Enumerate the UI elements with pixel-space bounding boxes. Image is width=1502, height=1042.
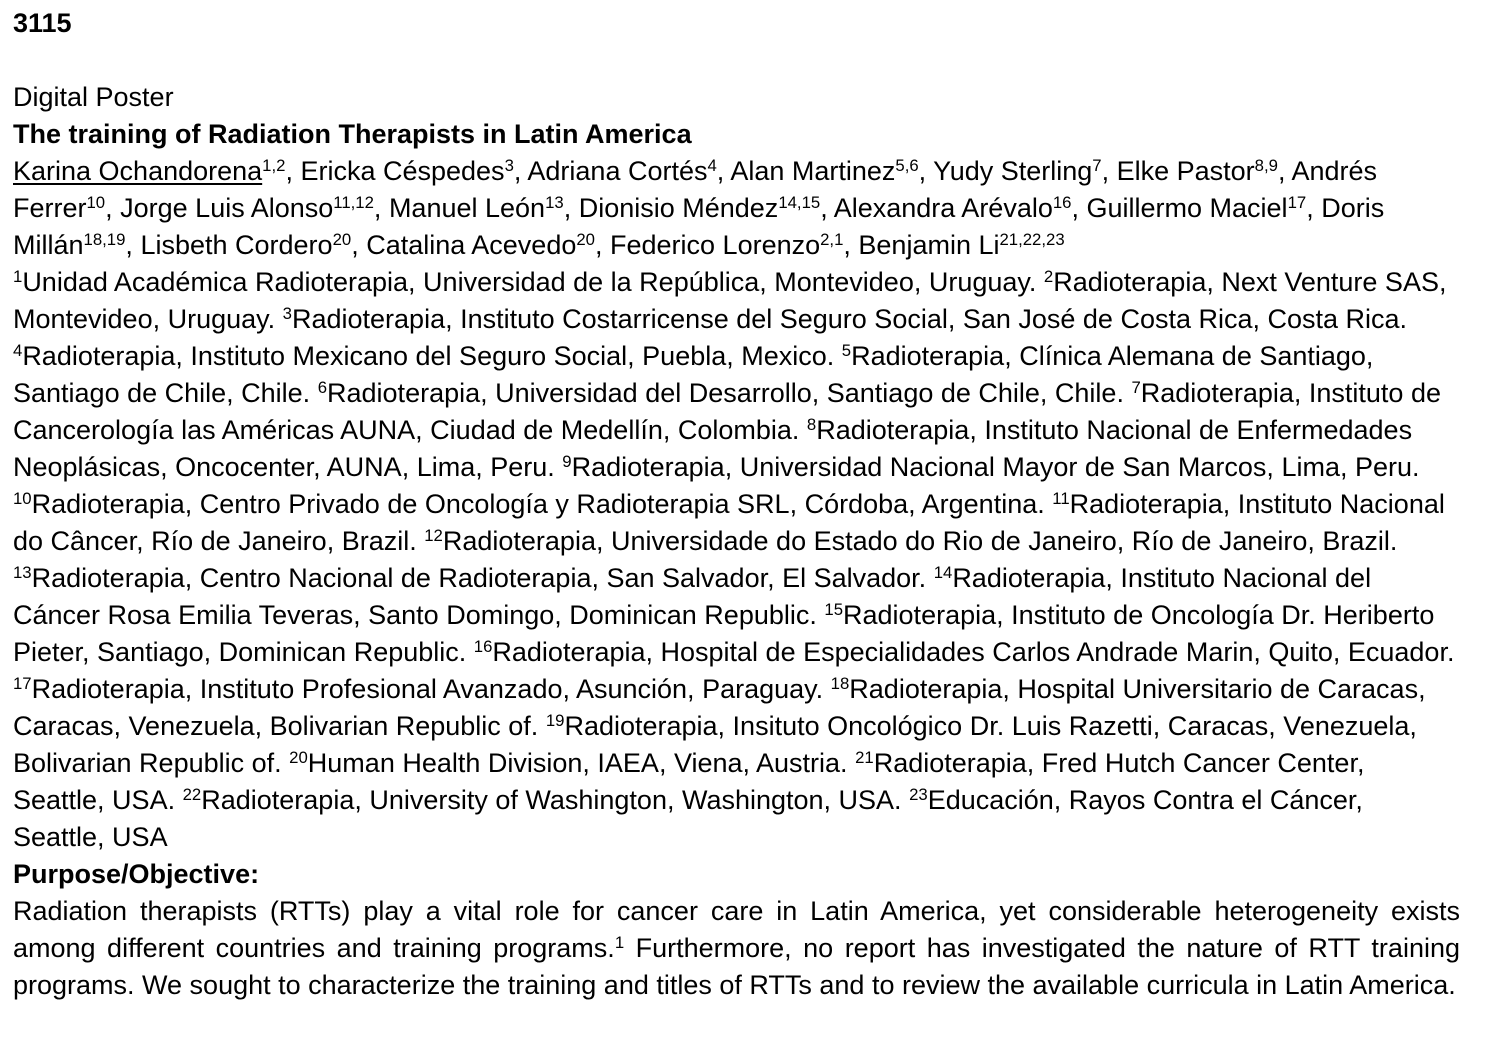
affiliation-text: Radioterapia, Next Venture SAS, Montevideo, Uruguay. — [13, 267, 1447, 334]
affiliation-text: Radioterapia, Insituto Oncológico Dr. Luis Razetti, Caracas, Venezuela, Bolivarian Republic of. — [13, 711, 1417, 778]
author-affiliation-superscript: 4 — [707, 156, 717, 176]
author-name: Alexandra Arévalo — [833, 193, 1053, 223]
author-name: Federico Lorenzo — [610, 230, 821, 260]
section-heading-purpose: Purpose/Objective: — [13, 859, 260, 889]
author — [858, 230, 1064, 260]
affiliation — [424, 526, 1397, 556]
affiliation — [13, 489, 1045, 519]
affiliation-number-superscript: 4 — [13, 341, 23, 361]
author-name: Adriana Cortés — [527, 156, 708, 186]
affiliation-text: Radioterapia, Instituto Nacional del Cáncer Rosa Emilia Teveras, Santo Domingo, Dominican Republic. — [13, 563, 1372, 630]
affiliation-number-superscript: 12 — [424, 526, 443, 546]
affiliation-text: Radioterapia, University of Washington, Washington, USA. — [201, 785, 902, 815]
affiliation — [13, 267, 1036, 297]
author-name: Alan Martinez — [730, 156, 896, 186]
affiliation-text: Radioterapia, Fred Hutch Cancer Center, Seattle, USA. — [13, 748, 1365, 815]
author-name: Karina Ochandorena — [13, 156, 263, 186]
affiliation-number-superscript: 16 — [473, 637, 493, 657]
affiliation — [13, 563, 926, 593]
author — [300, 156, 513, 186]
affiliation-number-superscript: 10 — [13, 489, 32, 509]
affiliation-text: Human Health Division, IAEA, Viena, Austria. — [307, 748, 848, 778]
author-name: Guillermo Maciel — [1086, 193, 1288, 223]
author — [13, 156, 285, 186]
author — [610, 230, 843, 260]
affiliation-text: Radioterapia, Centro Privado de Oncología y Radioterapia SRL, Córdoba, Argentina. — [31, 489, 1045, 519]
abstract-number: 3115 — [13, 8, 72, 38]
affiliation-text: Radioterapia, Clínica Alemana de Santiago, Santiago de Chile, Chile. — [13, 341, 1374, 408]
author — [389, 193, 564, 223]
affiliation-number-superscript: 17 — [13, 674, 32, 694]
affiliation-number-superscript: 19 — [545, 711, 565, 731]
author-name: Yudy Sterling — [933, 156, 1093, 186]
affiliation-text: Radioterapia, Universidad Nacional Mayor de San Marcos, Lima, Peru. — [571, 452, 1420, 482]
author-affiliation-superscript: 13 — [545, 193, 564, 213]
author-name: Benjamin Li — [858, 230, 1000, 260]
author — [527, 156, 716, 186]
author-affiliation-superscript: 18,19 — [83, 230, 126, 250]
affiliation-number-superscript: 13 — [13, 563, 32, 583]
purpose-text-continued: Furthermore, no report has investigated the nature of RTT training programs. We sought to characterize the training and titles of RTTs and to review the available curricula in Latin America. — [13, 933, 1460, 1000]
affiliation — [283, 304, 1407, 334]
purpose-paragraph — [13, 893, 1460, 1004]
affiliation-number-superscript: 7 — [1131, 378, 1141, 398]
affiliation-list — [13, 264, 1460, 856]
author-name: Ericka Céspedes — [300, 156, 505, 186]
author-affiliation-superscript: 10 — [86, 193, 106, 213]
affiliation-number-superscript: 18 — [830, 674, 850, 694]
affiliation-text: Unidad Académica Radioterapia, Universidad de la República, Montevideo, Uruguay. — [22, 267, 1037, 297]
author-affiliation-superscript: 20 — [576, 230, 595, 250]
affiliation — [13, 341, 834, 371]
author — [579, 193, 821, 223]
author-affiliation-superscript: 20 — [332, 230, 352, 250]
affiliation-number-superscript: 3 — [282, 304, 292, 324]
affiliation-text: Radioterapia, Instituto Mexicano del Seguro Social, Puebla, Mexico. — [22, 341, 835, 371]
author-affiliation-superscript: 5,6 — [895, 156, 919, 176]
affiliation-number-superscript: 20 — [289, 748, 308, 768]
author-affiliation-superscript: 8,9 — [1254, 156, 1278, 176]
affiliation-text: Radioterapia, Instituto Nacional de Enfermedades Neoplásicas, Oncocenter, AUNA, Lima, Peru. — [13, 415, 1413, 482]
author — [120, 193, 374, 223]
author-name: Lisbeth Cordero — [140, 230, 333, 260]
author-affiliation-superscript: 17 — [1287, 193, 1307, 213]
author-affiliation-superscript: 3 — [504, 156, 514, 176]
author — [730, 156, 918, 186]
affiliation-number-superscript: 5 — [841, 341, 852, 361]
purpose-text: Radiation therapists (RTTs) play a vital role for cancer care in Latin America, yet considerable heterogeneity exists among different countries and training programs. — [13, 896, 1460, 963]
affiliation — [289, 748, 847, 778]
author-list: Karina Ochandorena$^{1,2}$, Ericka Céspedes$^3$, Adriana Cortés$^4$, Alan Martinez$^{5,6}$, Yudy Sterling$^7$, Elke Pastor$^{8,9}$, Andrés Ferrer$^{10}$, Jorge Luis Alonso$^{11,12}$, Manuel León$^{13}$, Dionisio Méndez$^{14,15}$, Alexandra Arévalo$^{16}$, Guillermo Maciel$^{17}$, Doris Millán$^{18,19}$, Lisbeth Cordero$^{20}$, Catalina Acevedo$^{20}$, Federico Lorenzo$^{2,1}$, Benjamin Li$^{21,22,23}$ — [13, 156, 1385, 260]
affiliation — [13, 674, 823, 704]
affiliation-number-superscript: 11 — [1052, 489, 1070, 509]
author — [1117, 156, 1278, 186]
affiliation-text: Radioterapia, Instituto Profesional Avanzado, Asunción, Paraguay. — [31, 674, 824, 704]
paper-title: The training of Radiation Therapists in Latin America — [13, 119, 692, 149]
affiliation-text: Radioterapia, Hospital Universitario de Caracas, Caracas, Venezuela, Bolivarian Republic of. — [13, 674, 1426, 741]
affiliation-number-superscript: 15 — [824, 600, 844, 620]
affiliation-number-superscript: 6 — [317, 378, 328, 398]
affiliation-number-superscript: 1 — [13, 267, 23, 287]
author-affiliation-superscript: 21,22,23 — [999, 230, 1065, 250]
affiliation-number-superscript: 23 — [909, 785, 928, 805]
affiliation-number-superscript: 9 — [562, 452, 572, 472]
affiliation — [318, 378, 1124, 408]
affiliation — [183, 785, 902, 815]
affiliation-text: Radioterapia, Hospital de Especialidades Carlos Andrade Marin, Quito, Ecuador. — [492, 637, 1455, 667]
author-affiliation-superscript: 2,1 — [820, 230, 844, 250]
author — [140, 230, 351, 260]
author-affiliation-superscript: 16 — [1052, 193, 1072, 213]
author — [366, 230, 595, 260]
author-name: Doris Millán — [13, 193, 1385, 260]
affiliation — [474, 637, 1455, 667]
author-name: Manuel León — [388, 193, 546, 223]
author-affiliation-superscript: 11,12 — [333, 193, 374, 213]
author-name: Dionisio Méndez — [578, 193, 779, 223]
affiliation-text: Radioterapia, Instituto de Cancerología las Américas AUNA, Ciudad de Medellín, Colombia. — [13, 378, 1441, 445]
author — [1087, 193, 1307, 223]
author-affiliation-superscript: 1,2 — [262, 156, 286, 176]
author-name: Jorge Luis Alonso — [120, 193, 334, 223]
author-affiliation-superscript: 7 — [1092, 156, 1102, 176]
affiliation-text: Radioterapia, Universidade do Estado do Rio de Janeiro, Río de Janeiro, Brazil. — [442, 526, 1398, 556]
author-affiliation-superscript: 14,15 — [778, 193, 821, 213]
citation-superscript: 1 — [614, 933, 625, 953]
affiliation-text: Radioterapia, Instituto Nacional do Câncer, Río de Janeiro, Brazil. — [13, 489, 1445, 556]
affiliation-text: Radioterapia, Instituto de Oncología Dr. Heriberto Pieter, Santiago, Dominican Republic. — [13, 600, 1435, 667]
author-name: Elke Pastor — [1116, 156, 1255, 186]
affiliation-number-superscript: 21 — [855, 748, 874, 768]
affiliation-number-superscript: 22 — [182, 785, 202, 805]
affiliation-text: Radioterapia, Centro Nacional de Radioterapia, San Salvador, El Salvador. — [31, 563, 927, 593]
affiliation-number-superscript: 8 — [806, 415, 817, 435]
author-name: Catalina Acevedo — [366, 230, 577, 260]
author-name: Andrés Ferrer — [13, 156, 1378, 223]
presentation-type: Digital Poster — [13, 82, 174, 112]
affiliation-text: Radioterapia, Instituto Costarricense del Seguro Social, San José de Costa Rica, Costa Rica. — [291, 304, 1408, 334]
affiliation-text: Educación, Rayos Contra el Cáncer, Seattle, USA — [13, 785, 1363, 852]
affiliation — [562, 452, 1419, 482]
author — [834, 193, 1072, 223]
affiliation-text: Radioterapia, Universidad del Desarrollo, Santiago de Chile, Chile. — [327, 378, 1124, 408]
author — [933, 156, 1101, 186]
affiliation-number-superscript: 2 — [1043, 267, 1054, 287]
affiliation-number-superscript: 14 — [933, 563, 953, 583]
